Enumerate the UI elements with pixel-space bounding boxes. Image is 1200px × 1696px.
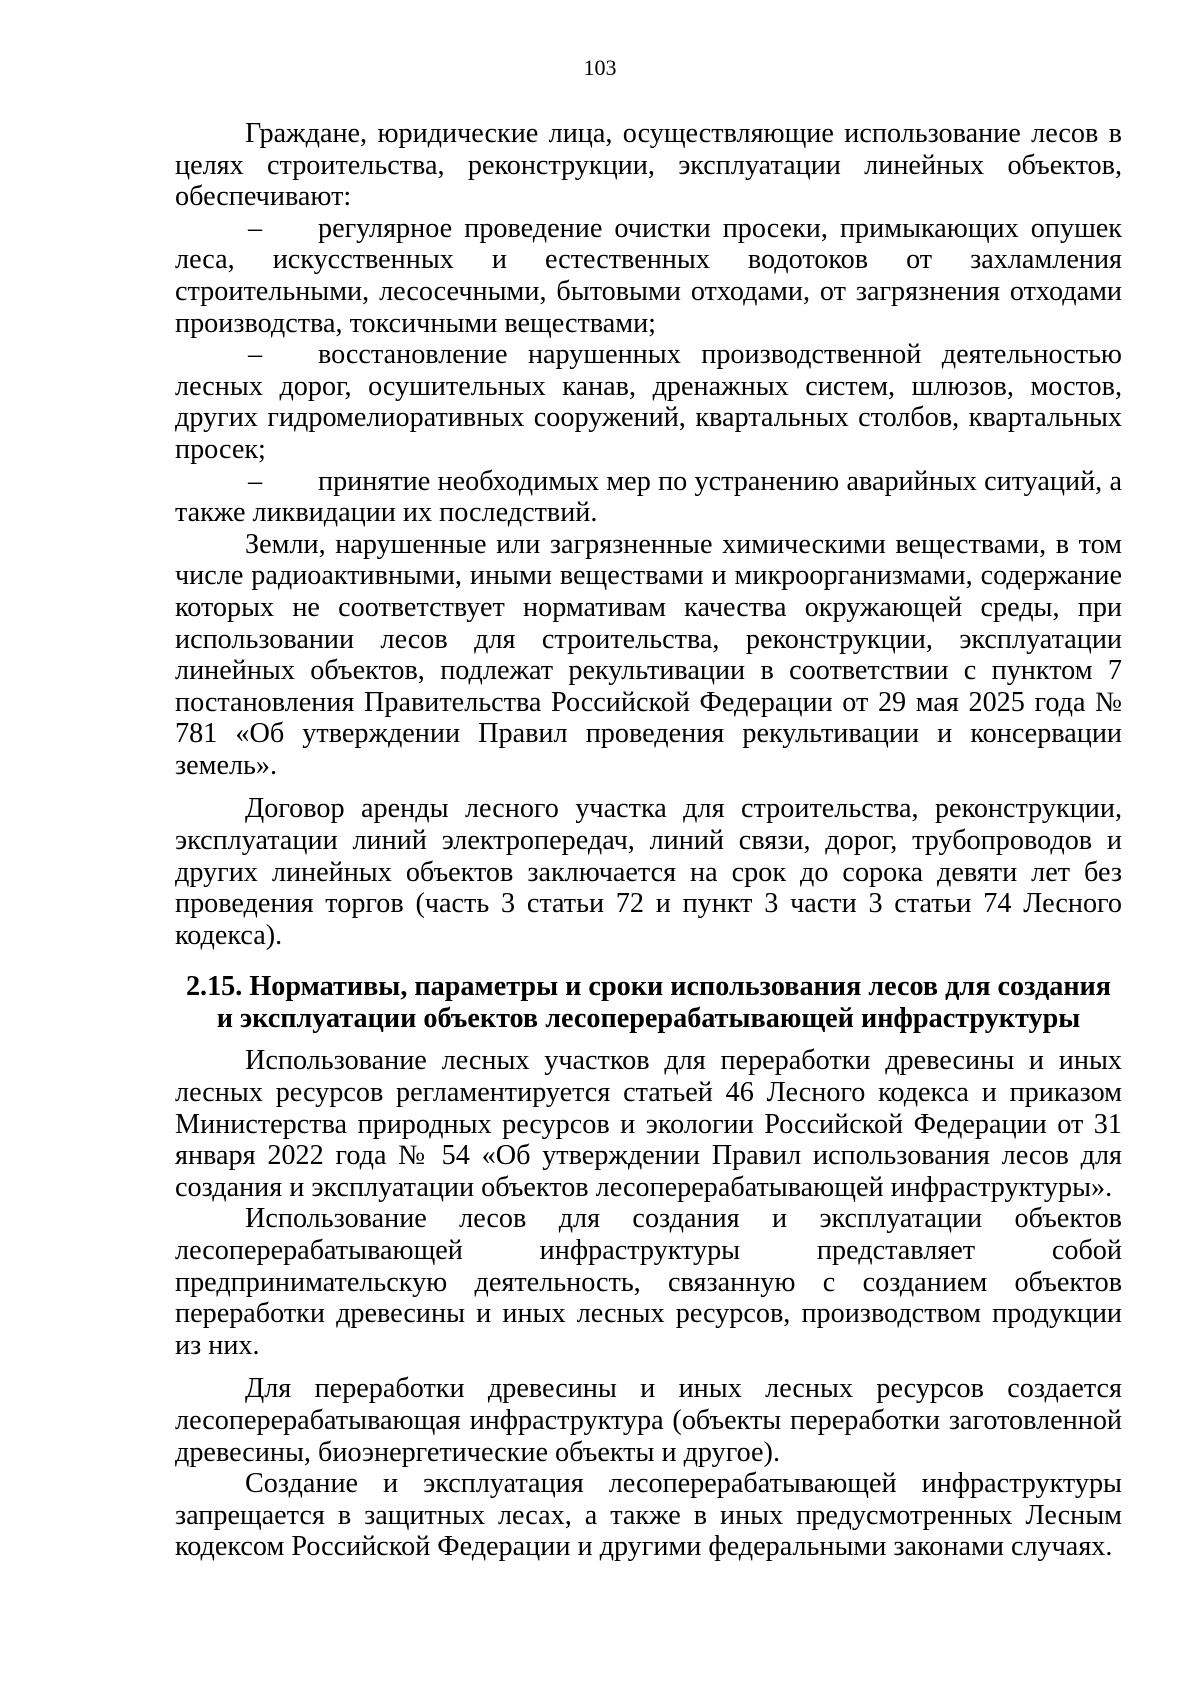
section-heading: [175, 971, 1122, 1035]
bullet-dash: –: [248, 339, 263, 371]
page-number: 103: [583, 55, 617, 80]
bullet-dash: –: [248, 465, 263, 497]
paragraph-business: Использование лесов для создания и эксплуатации объектов лесоперерабатывающей инфраструктуры представляет собой предпринимательскую деятельность, связанную с созданием объектов переработки древесины и иных лесных ресурсов, производством продукции из них.: [175, 1203, 1122, 1361]
section-heading-line-2: и эксплуатации объектов лесоперерабатывающей инфраструктуры: [216, 1003, 1081, 1035]
list-item-text: принятие необходимых мер по устранению аварийных ситуаций, а также ликвидации их последствий.: [175, 465, 1122, 529]
paragraph-regulation: Использование лесных участков для переработки древесины и иных лесных ресурсов регламентируется статьей 46 Лесного кодекса и приказом Министерства природных ресурсов и экологии Российской Федерации от 31 января 2022 года № 54 «Об утверждении Правил использования лесов для создания и эксплуатации объектов лесоперерабатывающей инфраструктуры».: [175, 1045, 1122, 1203]
section-heading-line-1: 2.15. Нормативы, параметры и сроки использования лесов для создания: [185, 971, 1112, 1003]
list-item-text: регулярное проведение очистки просеки, примыкающих опушек леса, искусственных и естественных водотоков от захламления строительными, лесосечными, бытовыми отходами, от загрязнения отходами производства, токсичными веществами;: [175, 212, 1122, 339]
list-item-text: восстановление нарушенных производственной деятельностью лесных дорог, осушительных канав, дренажных систем, шлюзов, мостов, других гидромелиоративных сооружений, квартальных столбов, квартальных просек;: [175, 339, 1122, 465]
page-body: [175, 118, 1122, 1563]
list-item-cleaning: [175, 213, 1122, 339]
list-item-restoration: [175, 339, 1122, 465]
paragraph-lease: Договор аренды лесного участка для строительства, реконструкции, эксплуатации линий электропередач, линий связи, дорог, трубопроводов и других линейных объектов заключается на срок до сорока девяти лет без проведения торгов (часть 3 статьи 72 и пункт 3 части 3 статьи 74 Лесного кодекса).: [175, 793, 1122, 951]
paragraph-infrastructure: Для переработки древесины и иных лесных ресурсов создается лесоперерабатывающая инфраструктура (объекты переработки заготовленной древесины, биоэнергетические объекты и другое).: [175, 1373, 1122, 1468]
paragraph-prohibition: Создание и эксплуатация лесоперерабатывающей инфраструктуры запрещается в защитных лесах, а также в иных предусмотренных Лесным кодексом Российской Федерации и другими федеральными законами случаях.: [175, 1468, 1122, 1563]
bullet-dash: –: [248, 212, 263, 244]
list-item-emergency: [175, 466, 1122, 529]
paragraph-lands: Земли, нарушенные или загрязненные химическими веществами, в том числе радиоактивными, иными веществами и микроорганизмами, содержание которых не соответствует нормативам качества окружающей среды, при использовании лесов для строительства, реконструкции, эксплуатации линейных объектов, подлежат рекультивации в соответствии с пунктом 7 постановления Правительства Российской Федерации от 29 мая 2025 года № 781 «Об утверждении Правил проведения рекультивации и консервации земель».: [175, 528, 1122, 781]
paragraph-intro: Граждане, юридические лица, осуществляющие использование лесов в целях строительства, реконструкции, эксплуатации линейных объектов, обеспечивают:: [175, 118, 1122, 213]
